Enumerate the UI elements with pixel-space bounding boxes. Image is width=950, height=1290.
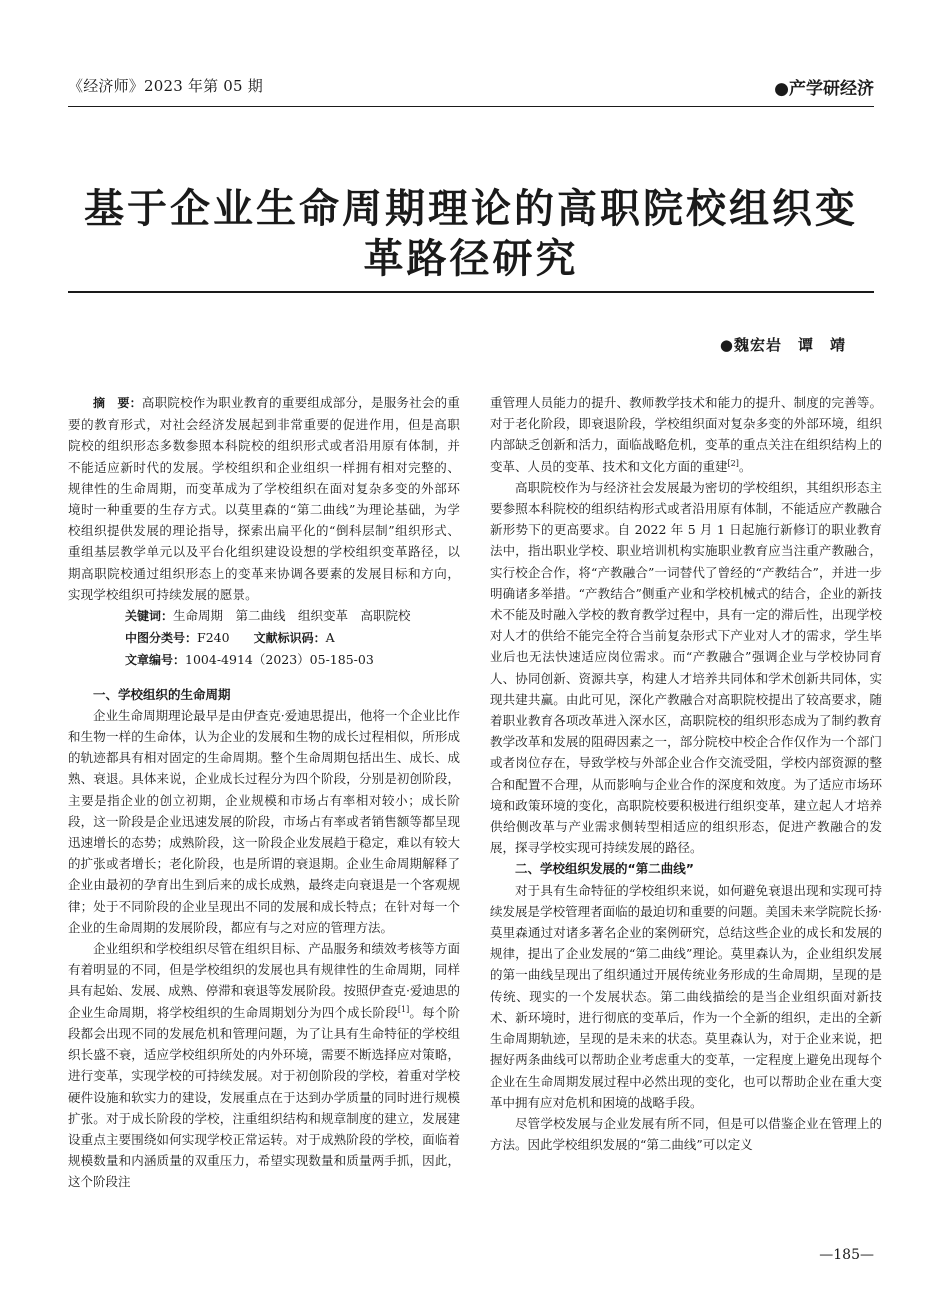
section-1-paragraph-2 [68,938,460,1192]
abstract-text: 高职院校作为职业教育的重要组成部分，是服务社会的重要的教育形式，对社会经济发展起到非常重要的促进作用，但是高职院校的组织形态多数参照本科院校的组织形式或者沿用原有体制，并不能适应新时代的发展。学校组织和企业组织一样拥有相对完整的、规律性的生命周期，而变革成为了学校组织在面对复杂多变的外部环境时一种重要的生存方式。以莫里森的“第二曲线”为理论基础，为学校组织提供发展的理论指导，探索出扁平化的“倒科层制”组织形式、重组基层教学单元以及平台化组织建设设想的学校组织变革路径，以期高职院校通过组织形态上的变革来协调各要素的发展目标和方向，实现学校组织可持续发展的愿景。 [68,395,460,602]
keywords-label: 关键词： [125,609,174,624]
paragraph-text: 。每个阶段都会出现不同的发展危机和管理问题，为了让具有生命特征的学校组织长盛不衰，适应学校组织所处的内外环境，需要不断选择应对策略，进行变革，实现学校的可持续发展。对于初创阶段的学校，着重对学校硬件设施和软实力的建设，发展重点在于达到办学质量的同时进行规模扩张。对于成长阶段的学校，注重组织结构和规章制度的建立，发展建设重点主要围绕如何实现学校正常运转。对于成熟阶段的学校，面临着规模数量和内涵质量的双重压力，希望实现数量和质量两手抓，因此，这个阶段注 [68,1004,460,1190]
section-2-heading: 二、学校组织发展的“第二曲线” [515,861,694,877]
section-1-paragraph-2-continued [490,392,882,477]
journal-issue: 《经济师》2023 年第 05 期 [68,77,263,95]
section-1-paragraph-3: 高职院校作为与经济社会发展最为密切的学校组织，其组织形态主要参照本科院校的组织结构形式或者沿用原有体制，不能适应产教融合新形势下的更高要求。自 2022 年 5 月 1 日起施行新修订的职业教育法中，指出职业学校、职业培训机构实施职业教育应当注重产教融合，实行校企合作，将“产教融合”一词替代了曾经的“产教结合”，并进一步明确诸多举措。“产教结合”侧重产业和学校机械式的结合，企业的新技术不能及时融入学校的教育教学过程中，具有一定的滞后性，出现学校对人才的供给不能完全符合当前复杂形式下产业对人才的需求，学生毕业后也无法快速适应岗位需求。而“产教融合”强调企业与学校协同育人、协同创新、资源共享，构建人才培养共同体和学术创新共同体，实现共建共赢。由此可见，深化产教融合对高职院校提出了较高要求，随着职业教育各项改革进入深水区，高职院校的组织形态成为了制约教育教学改革和发展的阻碍因素之一，部分院校中校企合作仅作为一个部门或者岗位存在，导致学校与外部企业合作交流受阻，学校内部资源的整合和配置不合理，从而影响与企业合作的深度和效度。为了适应市场环境和政策环境的变化，高职院校要积极进行组织变革，建立起人才培养供给侧改革与产业需求侧转型相适应的组织形态，促进产教融合的发展，探寻学校实现可持续发展的路径。 [490,479,882,856]
paragraph-text: 企业组织和学校组织尽管在组织目标、产品服务和绩效考核等方面有着明显的不同，但是学校组织的发展也具有规律性的生命周期，同样具有起始、发展、成熟、停滞和衰退等发展阶段。按照伊查克·爱迪思的企业生命周期，将学校组织的生命周期划分为四个成长阶段 [68,941,460,1020]
keywords: 生命周期 第二曲线 组织变革 高职院校 [173,608,411,624]
abstract-label: 摘 要： [93,396,142,410]
abstract [68,392,460,672]
page-number: —185— [819,1247,874,1263]
paragraph-text: 重管理人员能力的提升、教师教学技术和能力的提升、制度的完善等。对于老化阶段，即衰退阶段，学校组织面对复杂多变的外部环境，组织内部缺乏创新和活力，面临战略危机，变革的重点关注在组织结构上的变革、人员的变革、技术和文化方面的重建 [490,395,882,474]
clc-label: 中图分类号： [125,631,198,646]
citation-ref: [2] [727,458,739,468]
header-divider [68,106,874,107]
article-number-label: 文章编号： [125,653,186,668]
right-column [490,392,882,1155]
section-2-paragraph-2: 尽管学校发展与企业发展有所不同，但是可以借鉴企业在管理上的方法。因此学校组织发展的“第二曲线”可以定义 [490,1115,882,1153]
title-divider [68,291,874,293]
authors: ●魏宏岩 谭 靖 [719,336,846,354]
doc-code-label: 文献标识码： [253,631,326,646]
classification-line [68,627,460,649]
abstract-paragraph [68,392,460,605]
section-2-paragraph-1: 对于具有生命特征的学校组织来说，如何避免衰退出现和实现可持续发展是学校管理者面临的最迫切和重要的问题。美国未来学院院长扬·莫里森通过对诸多著名企业的案例研究，总结这些企业的成长和发展的规律，提出了企业发展的“第二曲线”理论。莫里森认为，企业组织发展的第一曲线呈现出了组织通过开展传统业务形成的生命周期，呈现的是传统、现实的一个发展状态。第二曲线描绘的是当企业组织面对新技术、新环境时，进行彻底的变革后，作为一个全新的组织，走出的全新生命周期轨迹，呈现的是未来的状态。莫里森认为，对于企业来说，把握好两条曲线可以帮助企业考虑重大的变革，一定程度上避免出现每个企业在生命周期发展过程中必然出现的变化，也可以帮助企业在重大变革中拥有应对危机和困境的战略手段。 [490,882,882,1110]
section-name [774,74,874,99]
section-label: 产学研经济 [789,79,874,99]
section-bullet-icon: ● [774,79,789,99]
article-number-line [68,649,460,671]
section-1-paragraph-1: 企业生命周期理论最早是由伊查克·爱迪思提出，他将一个企业比作和生物一样的生命体，认为企业的发展和生物的成长过程相似，所形成的轨迹都具有相对固定的生命周期。整个生命周期包括出生、成长、成熟、衰退。具体来说，企业成长过程分为四个阶段，分别是初创阶段，主要是指企业的创立初期，企业规模和市场占有率相对较小；成长阶段，这一阶段是企业迅速发展的阶段，市场占有率或者销售额等都呈现迅速增长的态势；成熟阶段，这一阶段企业发展趋于稳定，难以有较大的扩张或者增长；老化阶段，也是所谓的衰退期。企业生命周期解释了企业由最初的孕育出生到后来的成长成熟，最终走向衰退是一个客观规律；处于不同阶段的企业呈现出不同的发展和成长特点；在针对每一个企业的生命周期的发展阶段，都应有与之对应的管理方法。 [68,707,460,935]
keywords-line [68,605,460,627]
article-number-value: 1004-4914（2023）05-185-03 [185,652,374,668]
section-1-heading: 一、学校组织的生命周期 [93,686,231,702]
clc-value: F240 [197,630,230,646]
citation-ref: [1] [397,1004,410,1014]
left-column [68,392,460,1193]
article-title: 基于企业生命周期理论的高职院校组织变革路径研究 [84,185,858,282]
doc-code-value: A [325,630,335,646]
paragraph-text: 。 [738,458,752,474]
